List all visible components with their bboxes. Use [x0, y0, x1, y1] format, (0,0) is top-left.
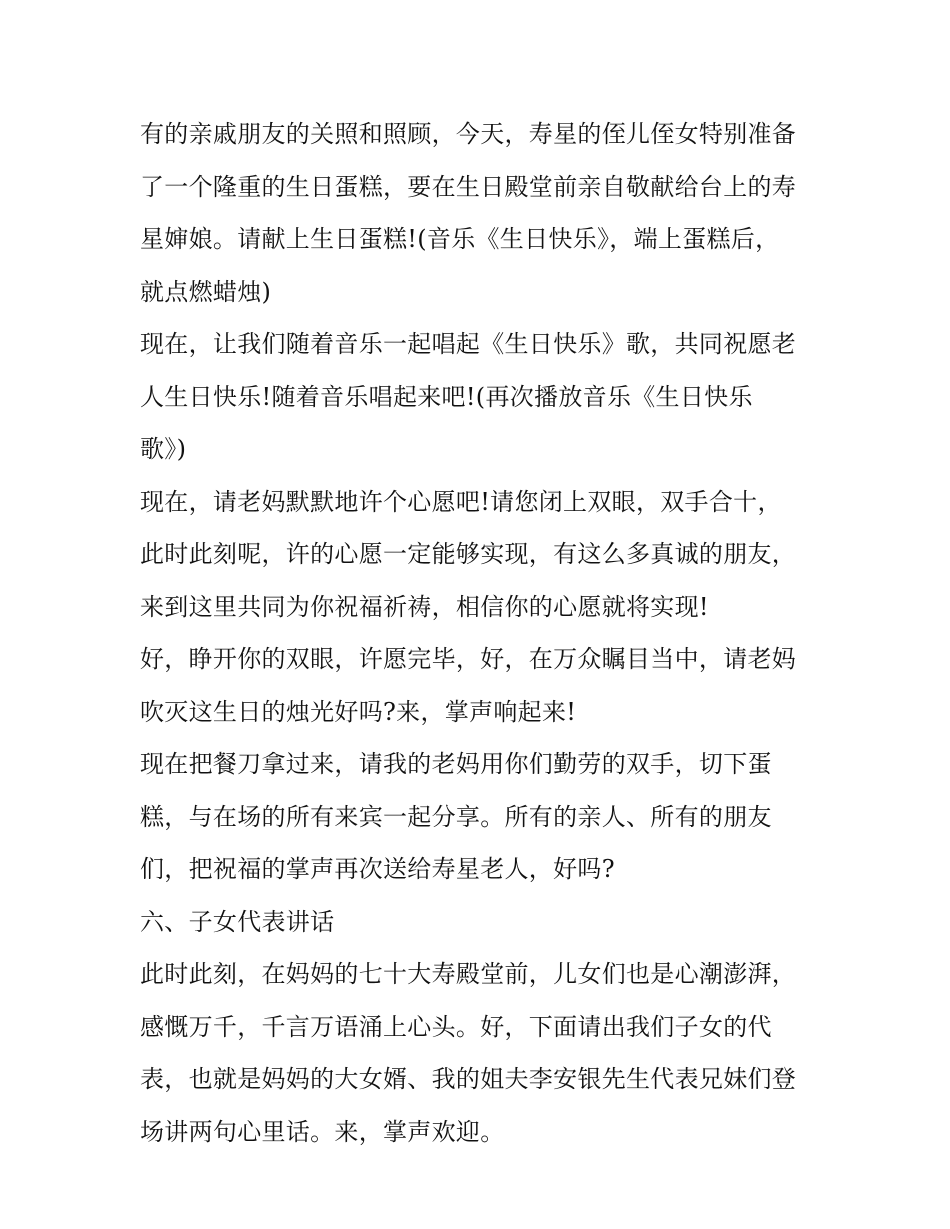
text-line: 场讲两句心里话。来，掌声欢迎。: [140, 1117, 505, 1146]
text-line: 人生日快乐!随着音乐唱起来吧!(再次播放音乐《生日快乐: [140, 382, 753, 411]
text-line: 现在把餐刀拿过来，请我的老妈用你们勤劳的双手，切下蛋: [140, 750, 772, 778]
text-line: 来到这里共同为你祝福祈祷，相信你的心愿就将实现!: [140, 592, 709, 621]
section-heading: 六、子女代表讲话: [140, 907, 335, 936]
text-line: 感慨万千，千言万语涌上心头。好，下面请出我们子女的代: [140, 1012, 772, 1041]
text-line: 吹灭这生日的烛光好吗?来，掌声响起来!: [140, 697, 577, 726]
text-line: 糕，与在场的所有来宾一起分享。所有的亲人、所有的朋友: [140, 802, 772, 831]
text-line: 歌》): [140, 435, 187, 463]
text-line: 表，也就是妈妈的大女婿、我的姐夫李安银先生代表兄妹们登: [140, 1065, 797, 1093]
text-line: 了一个隆重的生日蛋糕，要在生日殿堂前亲自敬献给台上的寿: [140, 172, 797, 201]
text-line: 好，睁开你的双眼，许愿完毕，好，在万众瞩目当中，请老妈: [140, 645, 797, 673]
text-line: 此时此刻，在妈妈的七十大寿殿堂前，儿女们也是心潮澎湃，: [140, 960, 797, 988]
document-body: [140, 108, 820, 1158]
text-line: 有的亲戚朋友的关照和照顾，今天，寿星的侄儿侄女特别准备: [140, 120, 797, 148]
text-line: 就点燃蜡烛): [140, 277, 272, 306]
text-line: 现在，让我们随着音乐一起唱起《生日快乐》歌，共同祝愿老: [140, 330, 797, 358]
text-line: 现在，请老妈默默地许个心愿吧!请您闭上双眼，双手合十，: [140, 487, 782, 516]
text-line: 们，把祝福的掌声再次送给寿星老人，好吗?: [140, 855, 615, 883]
text-line: 此时此刻呢，许的心愿一定能够实现，有这么多真诚的朋友，: [140, 540, 797, 568]
text-line: 星婶娘。请献上生日蛋糕!(音乐《生日快乐》，端上蛋糕后，: [140, 225, 780, 253]
